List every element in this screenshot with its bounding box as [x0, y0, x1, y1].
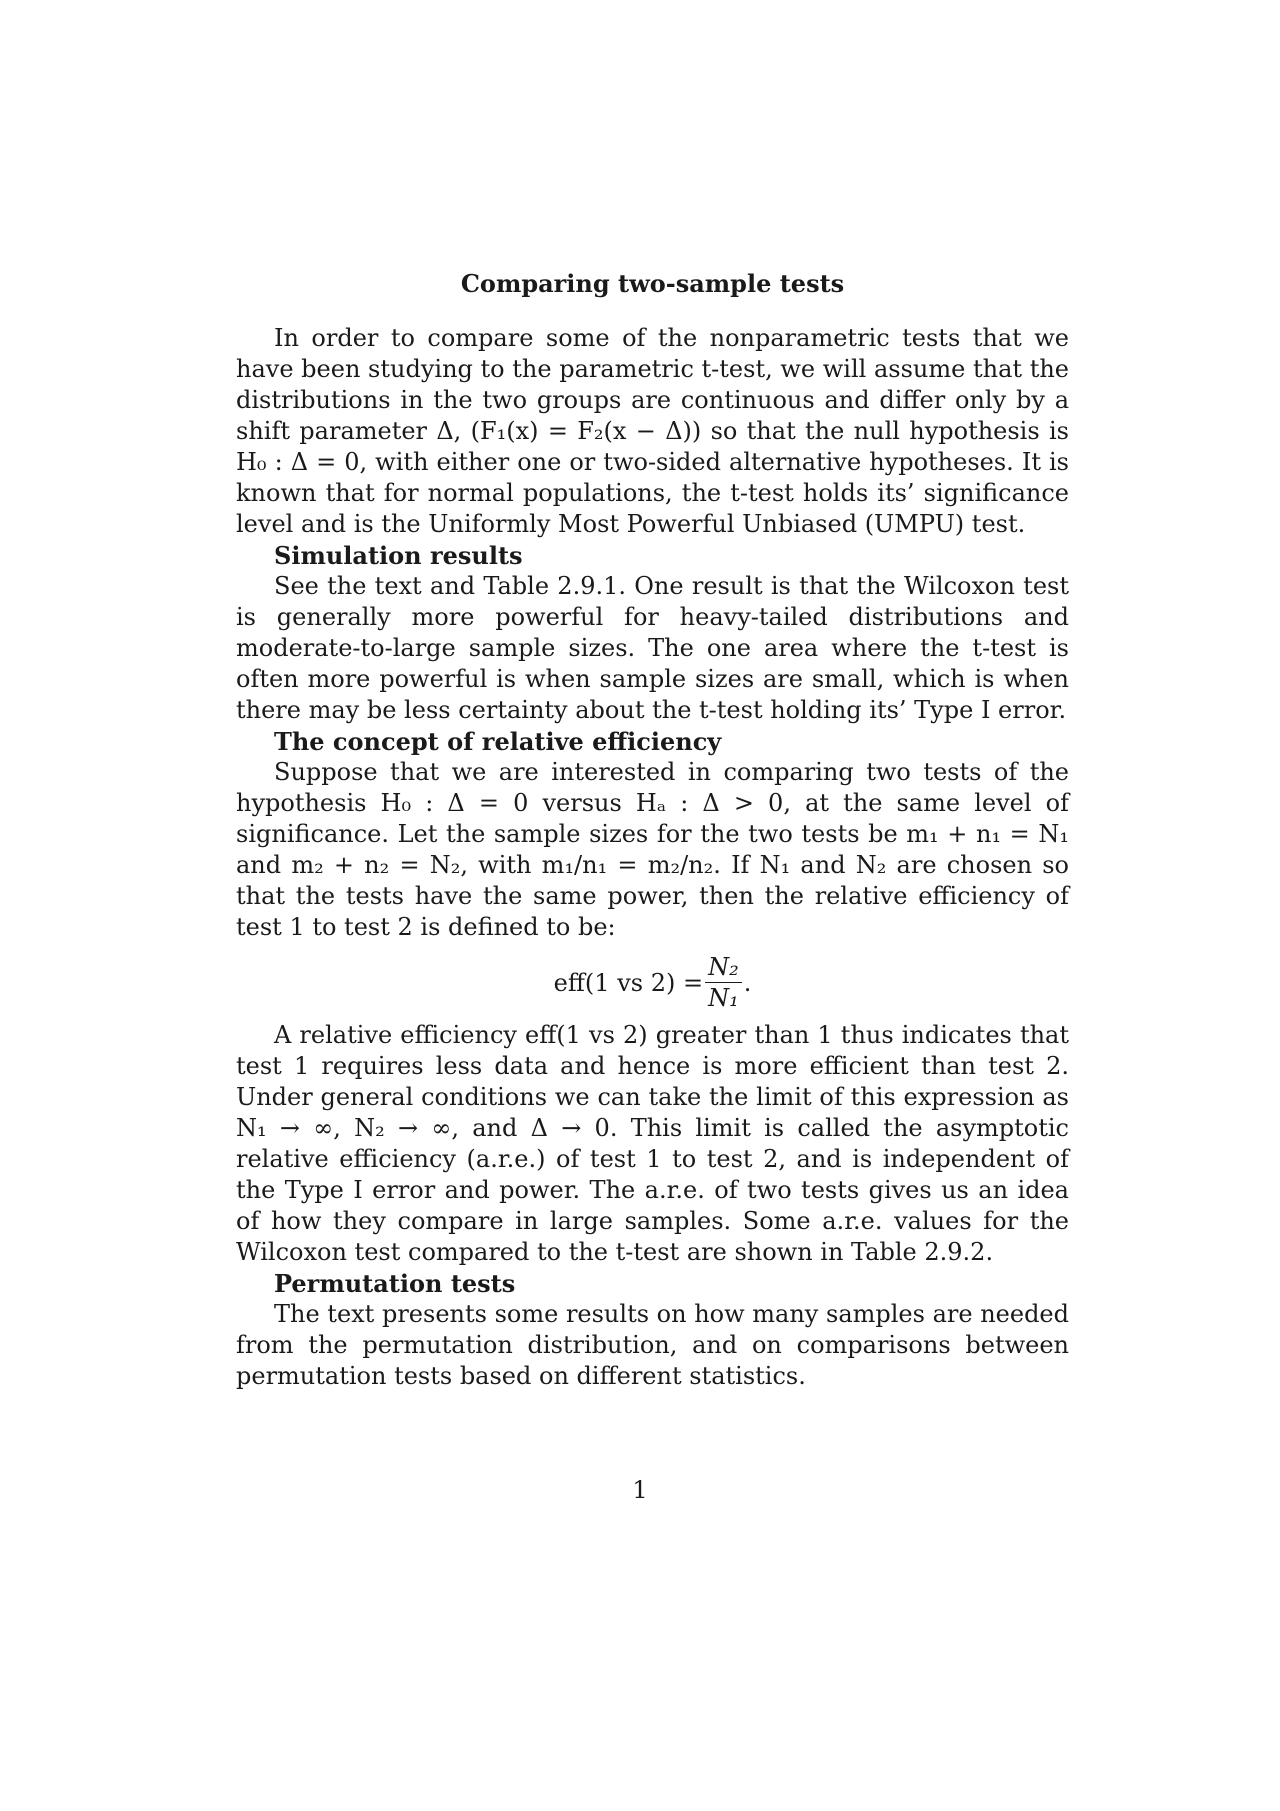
heading-simulation-results: Simulation results: [274, 541, 523, 570]
equation-denominator: N₁: [708, 984, 739, 1012]
paragraph-intro: In order to compare some of the nonparametric tests that we have been studying to the parametric t-test, we will assume that the distributions in the two groups are continuous and differ only by a shift parameter Δ, (F₁(x) = F₂(x − Δ)) so that the null hypothesis is H₀ : Δ = 0, with either one or two-sided alternative hypotheses. It is known that for normal populations, the t-test holds its’ significance level and is the Uniformly Most Powerful Unbiased (UMPU) test.: [236, 324, 1069, 538]
paragraph-permutation: The text presents some results on how many samples are needed from the permutation distribution, and on comparisons between permutation tests based on different statistics.: [236, 1300, 1069, 1390]
document-body: [236, 268, 1069, 1392]
paragraph-simulation: See the text and Table 2.9.1. One result is that the Wilcoxon test is generally more powerful for heavy-tailed distributions and moderate-to-large sample sizes. The one area where the t-test is often more powerful is when sample sizes are small, which is when there may be less certainty about the t-test holding its’ Type I error.: [236, 572, 1069, 724]
equation-numerator: N₂: [705, 955, 742, 983]
equation-period: .: [743, 968, 752, 997]
paragraph-are: A relative efficiency eff(1 vs 2) greater than 1 thus indicates that test 1 requires less data and hence is more efficient than test 2. Under general conditions we can take the limit of this expression as N₁ → ∞, N₂ → ∞, and Δ → 0. This limit is called the asymptotic relative efficiency (a.r.e.) of test 1 to test 2, and is independent of the Type I error and power. The a.r.e. of two tests gives us an idea of how they compare in large samples. Some a.r.e. values for the Wilcoxon test compared to the t-test are shown in Table 2.9.2.: [236, 1021, 1069, 1266]
heading-relative-efficiency: The concept of relative efficiency: [274, 727, 722, 756]
equation-fraction: [705, 955, 742, 1010]
equation-relative-efficiency: [236, 955, 1069, 1010]
paragraph-efficiency: Suppose that we are interested in comparing two tests of the hypothesis H₀ : Δ = 0 versus Hₐ : Δ > 0, at the same level of significance. Let the sample sizes for the two tests be m₁ + n₁ = N₁ and m₂ + n₂ = N₂, with m₁/n₁ = m₂/n₂. If N₁ and N₂ are chosen so that the tests have the same power, then the relative efficiency of test 1 to test 2 is defined to be:: [236, 758, 1069, 941]
equation-lhs: eff(1 vs 2) =: [553, 968, 704, 997]
page-title: Comparing two-sample tests: [460, 269, 845, 298]
heading-permutation-tests: Permutation tests: [274, 1269, 516, 1298]
page-number: 1: [632, 1476, 648, 1504]
